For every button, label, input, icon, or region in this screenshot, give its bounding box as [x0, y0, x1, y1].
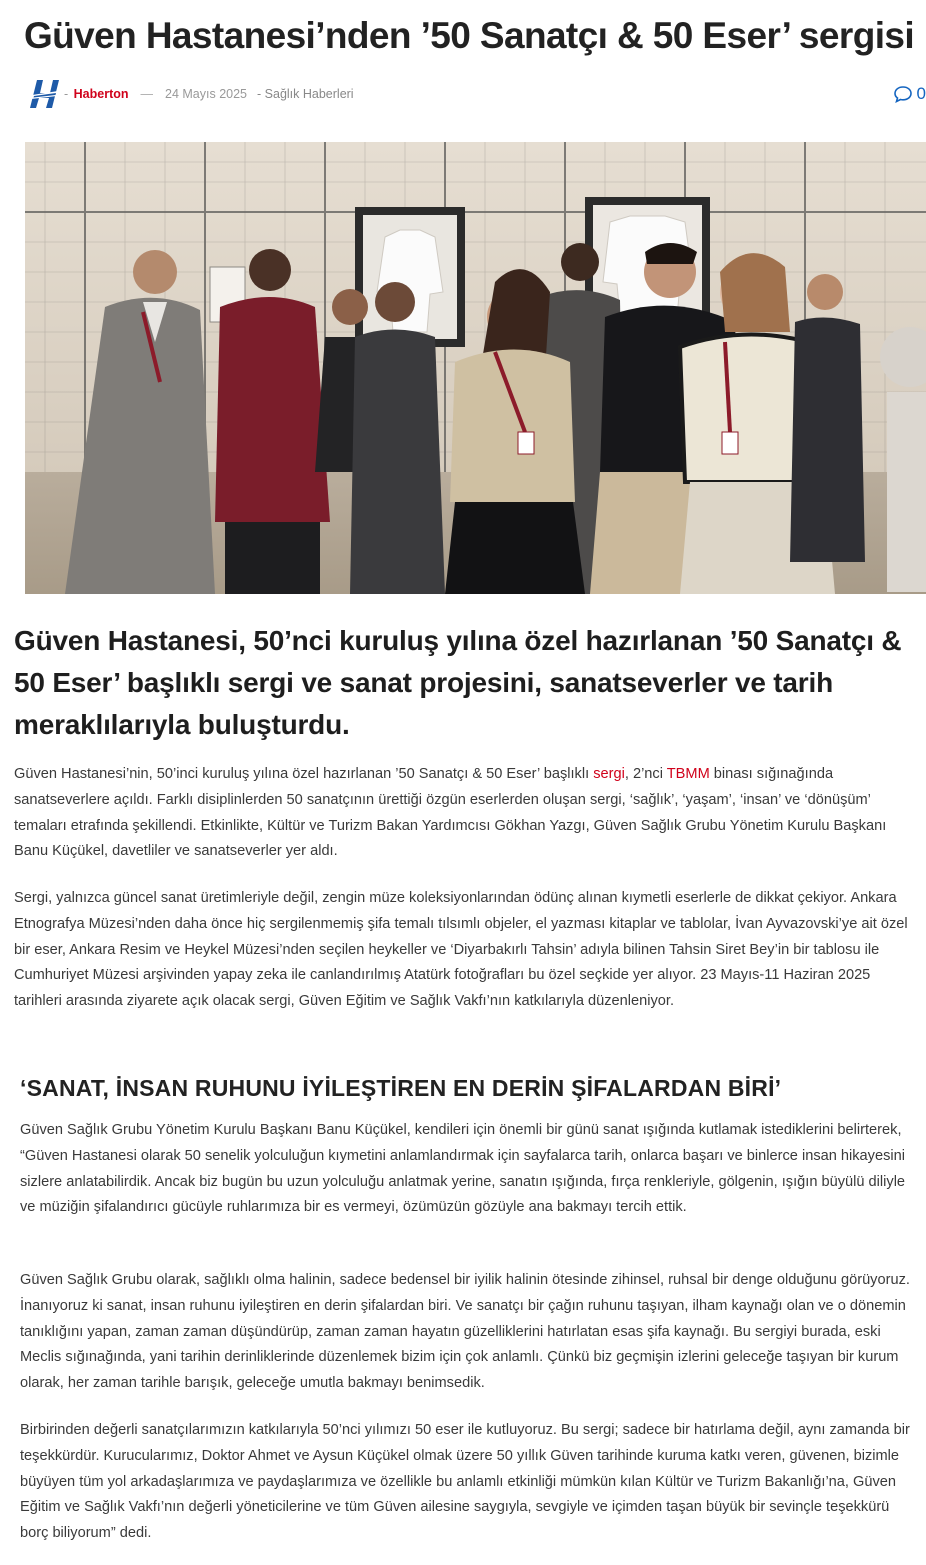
comment-icon [893, 85, 913, 103]
paragraph-3: Güven Sağlık Grubu Yönetim Kurulu Başkanı Banu Küçükel, kendileri için önemli bir günü sanat ışığında kutlamak istediklerini belirterek, “Güven Hastanesi olarak 50 senelik yolculuğun kıymetini anlamlandırmak için sayfalarca tarih, onlarca başarı ve binlerce insan hikayesini sizlere anlatabilirdik. Ancak biz bugün bu uzun yolculuğu anlatmak yerine, sanatın ışığında, fırça renkleriyle, gölgenin, ışığın büyülü diliyle ve müziğin şifalandırıcı gücüyle ruhlarımıza bir es vermeyi, özümüzün gözüyle ana bakmayı tercih ettik. [20, 1122, 906, 1216]
category-link[interactable]: Sağlık Haberleri [264, 87, 354, 101]
comment-count: 0 [916, 84, 926, 103]
author-link[interactable]: Haberton [73, 87, 129, 101]
article-hero-image [25, 142, 926, 594]
author-prefix: - [64, 87, 72, 101]
comment-count-link[interactable] [893, 78, 926, 110]
article-lead: Güven Hastanesi, 50’nci kuruluş yılına özel hazırlanan ’50 Sanatçı & 50 Eser’ başlıklı sergi ve sanat projesini, sanatseverler ve tarih meraklılarıyla buluşturdu. [14, 625, 902, 740]
section-subheading: ‘SANAT, İNSAN RUHUNU İYİLEŞTİREN EN DERİN ŞİFALARDAN BİRİ’ [20, 1075, 782, 1101]
article-title: Güven Hastanesi’nden ’50 Sanatçı & 50 Eser’ sergisi [24, 15, 915, 56]
meta-separator: — [140, 87, 154, 101]
exhibition-photo [25, 142, 926, 594]
category-prefix: - [257, 87, 265, 101]
paragraph-2: Sergi, yalnızca güncel sanat üretimleriyle değil, zengin müze koleksiyonlarından ödünç alınan kıymetli eserlerle de dikkat çekiyor. Ankara Etnografya Müzesi’nden daha önce hiç sergilenmemiş şifa temalı tılsımlı objeler, el yazması kitaplar ve tablolar, İvan Ayvazovski’ye ait özel bir eser, Ankara Resim ve Heykel Müzesi’nden seçilen heykeller ve ‘Diyarbakırlı Tahsin’ adıyla bilinen Tahsin Siret Bey’in bir tablosu ile Cumhuriyet Müzesi arşivinden yapay zeka ile canlandırılmış Atatürk fotoğrafları bu özel seçkide yer alıyor. 23 Mayıs-11 Haziran 2025 tarihleri arasında ziyarete açık olacak sergi, Güven Eğitim ve Sağlık Vakfı’nın katkılarıyla düzenleniyor. [14, 890, 908, 1010]
tag-link-sergi[interactable]: sergi [593, 766, 625, 782]
publish-date: 24 Mayıs 2025 [165, 87, 248, 101]
paragraph-5: Birbirinden değerli sanatçılarımızın katkılarıyla 50’nci yılımızı 50 eser ile kutluyoruz. Bu sergi; sadece bir hatırlama değil, aynı zamanda bir teşekkürdür. Kurucularımız, Doktor Ahmet ve Aysun Küçükel olmak üzere 50 yıllık Güven tarihinde kuruma katkı veren, güvenen, bizimle büyüyen tüm yol arkadaşlarımıza ve paydaşlarımıza ve özellikle bu anlamlı etkinliği mümkün kılan Kültür ve Turizm Bakanlığı’na, Güven Eğitim ve Sağlık Vakfı’nın değerli yöneticilerine ve tüm Güven ailesine saygıyla, sevgiyle ve içimden taşan büyük bir sevinçle teşekkürü borç biliyorum” dedi. [20, 1422, 910, 1542]
article-meta [28, 78, 926, 110]
paragraph-4: Güven Sağlık Grubu olarak, sağlıklı olma halinin, sadece bedensel bir iyilik halinin ötesinde zihinsel, ruhsal bir denge olduğunu görüyoruz. İnanıyoruz ki sanat, insan ruhunu iyileştiren en derin şifalardan biri. Ve sanatçı bir çağın ruhunu taşıyan, ilham kaynağı olan ve o dönemin tanıklığını yapan, zaman zaman düşündürüp, zaman zaman hayatın güzelliklerini hatırlatan esas şifa kaynağı. Bu sergiyi burada, eski Meclis sığınağında, yani tarihin derinliklerinde düzenlemek bizim için çok anlamlı. Çünkü biz geçmişin izlerini geleceğe taşıyan bir kurum olarak, her zaman tarihle barışık, geleceğe umutla bakmayı benimsedik. [20, 1272, 910, 1392]
haberton-logo-icon[interactable] [28, 78, 60, 110]
tag-link-tbmm[interactable]: TBMM [666, 766, 710, 782]
paragraph-1: Güven Hastanesi’nin, 50’inci kuruluş yılına özel hazırlanan ’50 Sanatçı & 50 Eser’ başlıklı sergi, 2’nci TBMM binası sığınağında sanatseverlere açıldı. Farklı disiplinlerden 50 sanatçının ürettiği özgün eserlerden oluşan sergi, ‘sağlık’, ‘yaşam’, ‘insan’ ve ‘dönüşüm’ temaları etrafında şekillendi. Etkinlikte, Kültür ve Turizm Bakan Yardımcısı Gökhan Yazgı, Güven Sağlık Grubu Yönetim Kurulu Başkanı Banu Küçükel, davetliler ve sanatseverler yer aldı. [14, 766, 887, 860]
